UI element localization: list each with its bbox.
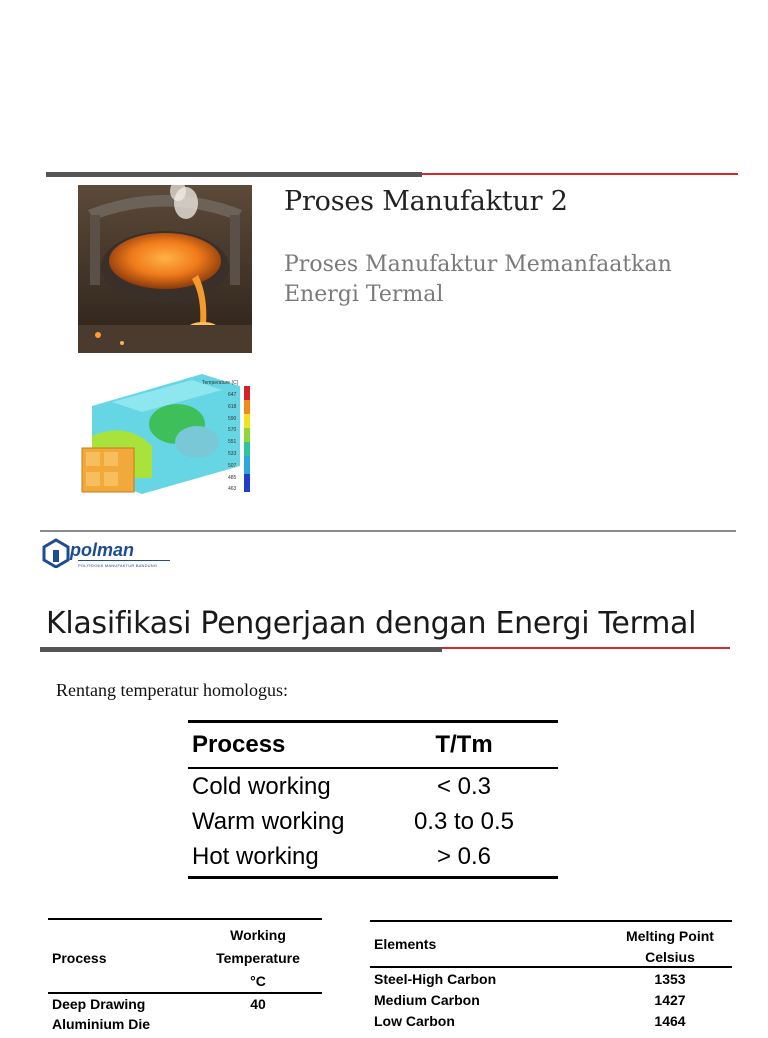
header-elements: Elements	[374, 936, 437, 952]
header-line: °C	[250, 973, 266, 989]
header-melting-point	[610, 926, 730, 968]
slide2-rule-dark	[40, 647, 442, 652]
working-temperature-table	[48, 918, 322, 1038]
intro-text: Rentang temperatur homologus:	[56, 680, 288, 700]
thermal-simulation-graphic	[72, 366, 256, 496]
polman-logo-icon	[42, 538, 70, 568]
cell-element: Low Carbon	[374, 1012, 455, 1029]
sim-legend-label: Temperature (C)	[202, 380, 239, 386]
cell-melting-point: 1464	[654, 1012, 686, 1029]
molten-metal-ladle-photo	[78, 185, 252, 353]
sim-legend-ticks	[228, 390, 236, 496]
table-row	[188, 769, 558, 804]
table-row	[48, 1016, 322, 1038]
table-bottom-rule	[188, 876, 558, 879]
sim-legend-tick: 485	[228, 474, 237, 481]
cell-melting-point: 1427	[654, 991, 686, 1008]
header-line: Working	[230, 927, 286, 943]
sim-legend-tick: 551	[228, 439, 237, 446]
table-header-row	[188, 723, 558, 767]
cell-process: Deep Drawing	[52, 995, 146, 1012]
logo-underline	[78, 560, 170, 561]
slide1-subtitle: Proses Manufaktur Memanfaatkan Energi Termal	[284, 252, 672, 307]
header-process: Process	[192, 731, 286, 758]
header-working-temperature	[198, 924, 318, 993]
cell-element: Steel-High Carbon	[374, 970, 497, 987]
cell-ttm: < 0.3	[436, 772, 492, 800]
cell-ttm: 0.3 to 0.5	[413, 807, 515, 835]
sim-legend-tick: 463	[228, 486, 237, 493]
title-rule-red	[422, 173, 738, 175]
table-row	[188, 839, 558, 874]
table-header-row	[48, 920, 322, 992]
slide-divider	[40, 530, 736, 532]
cell-process: Hot working	[192, 842, 319, 870]
table-row	[188, 804, 558, 839]
polman-logo	[42, 538, 70, 573]
table-header-row	[370, 922, 732, 966]
table-row	[370, 968, 732, 990]
cell-temperature: 40	[250, 995, 266, 1012]
table-row	[370, 1012, 732, 1034]
table-row	[370, 990, 732, 1012]
sim-legend-tick: 533	[228, 450, 237, 457]
header-ttm: T/Tm	[435, 731, 493, 758]
cell-process: Warm working	[192, 807, 345, 835]
header-line: Melting Point	[626, 928, 714, 944]
slide2-rule-red	[442, 647, 730, 649]
sim-legend-tick: 618	[228, 403, 237, 410]
sim-legend-tick: 570	[228, 427, 237, 434]
cell-process: Aluminium Die	[52, 1015, 151, 1032]
slide1-title: Proses Manufaktur 2	[284, 186, 568, 217]
sim-legend-tick: 507	[228, 462, 237, 469]
header-process: Process	[52, 950, 107, 966]
cell-element: Medium Carbon	[374, 991, 480, 1008]
cell-ttm: > 0.6	[436, 842, 492, 870]
header-line: Celsius	[645, 949, 695, 965]
sim-legend-tick: 590	[228, 415, 237, 422]
table-row	[48, 994, 322, 1016]
logo-wordmark: polman	[70, 540, 135, 560]
logo-tagline: POLITEKNIK MANUFAKTUR BANDUNG	[78, 563, 158, 568]
title-rule-dark	[46, 172, 422, 177]
slide2-title: Klasifikasi Pengerjaan dengan Energi Termal	[46, 606, 697, 641]
sim-legend-tick: 647	[228, 392, 237, 398]
cell-melting-point: 1353	[654, 970, 686, 987]
header-line: Temperature	[216, 950, 300, 966]
homologous-table	[188, 720, 558, 879]
cell-process: Cold working	[192, 772, 331, 800]
melting-point-table	[370, 920, 732, 1034]
